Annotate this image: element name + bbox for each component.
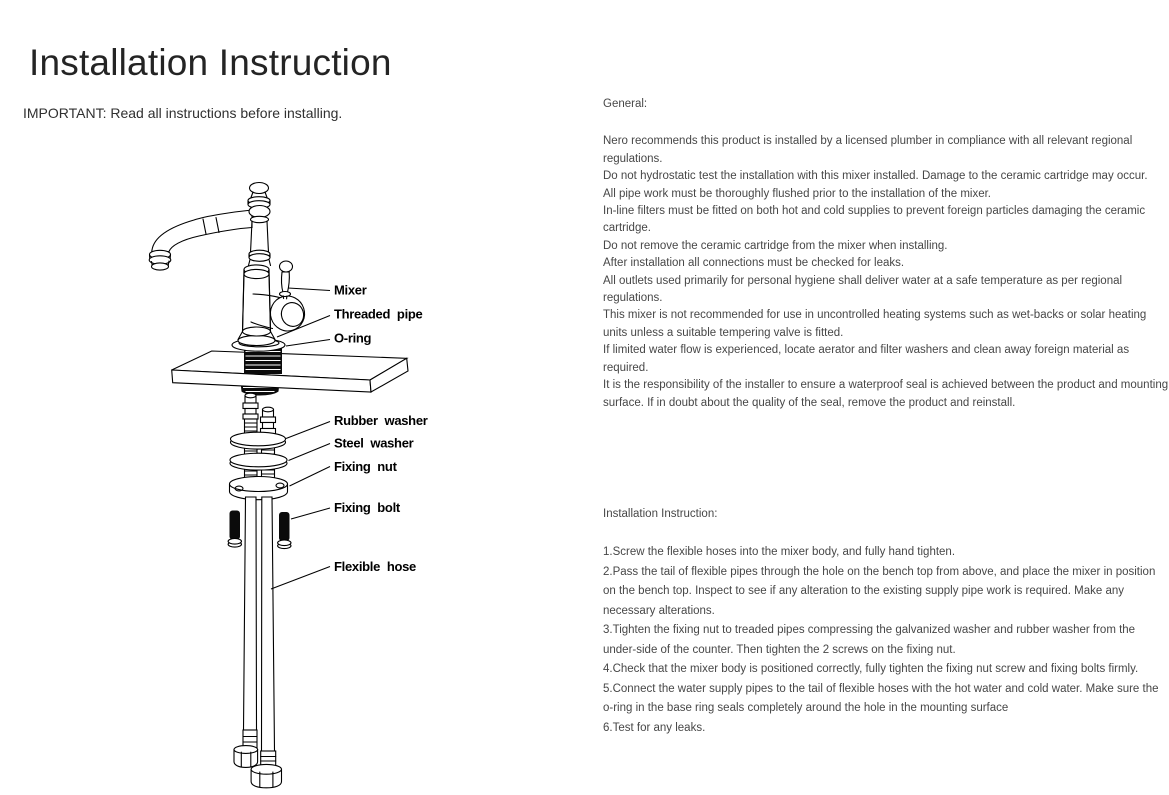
mixer-body <box>243 265 271 332</box>
general-paragraph: If limited water flow is experienced, locate aerator and filter washers and clean away foreign material as required. <box>603 344 1130 374</box>
fixing-nut-shape <box>230 477 288 500</box>
leader-fixing-bolt <box>291 508 330 519</box>
general-paragraph: Nero recommends this product is installed by a licensed plumber in compliance with all relevant regional regulations. <box>603 135 1133 165</box>
leader-rubber-washer <box>286 422 330 439</box>
general-paragraph: All outlets used primarily for personal hygiene shall deliver water at a safe temperature as per regional regulations. <box>603 274 1123 305</box>
general-paragraph: After installation all connections must be checked for leaks. <box>603 257 905 270</box>
label-rubber-washer: Rubber washer <box>334 413 428 428</box>
instruction-step: 2.Pass the tail of flexible pipes through the hole on the bench top from above, and place the mixer in position on the bench top. Inspect to see if any alteration to the existing supply pipe work is required. Make any necessary alterations. <box>603 565 1156 617</box>
bench-top <box>172 351 408 392</box>
label-flexible-hose: Flexible hose <box>334 559 416 574</box>
leader-o-ring <box>286 340 330 347</box>
instruction-step: 5.Connect the water supply pipes to the tail of flexible hoses with the hot water and cold water. Make sure the o-ring in the base ring seals completely around the hole in the mounting surface <box>603 682 1159 715</box>
label-steel-washer: Steel washer <box>334 435 414 451</box>
label-fixing-bolt: Fixing bolt <box>334 500 400 515</box>
general-heading: General: <box>603 98 648 110</box>
faucet-spout <box>149 210 252 270</box>
general-paragraph: In-line filters must be fitted on both hot and cold supplies to prevent foreign particles damaging the ceramic cartridge. <box>603 205 1146 235</box>
general-paragraph: Do not remove the ceramic cartridge from the mixer when installing. <box>603 239 948 252</box>
instruction-step: 4.Check that the mixer body is positioned correctly, fully tighten the fixing nut screw and fixing bolts firmly. <box>603 663 1139 676</box>
general-paragraph: This mixer is not recommended for use in uncontrolled heating systems such as wet-backs or solar heating units unless a suitable tempering valve is fitted. <box>603 309 1147 339</box>
instructions-column <box>603 96 1169 738</box>
handle-lever <box>280 261 293 299</box>
installation-heading: Installation Instruction: <box>603 507 718 520</box>
leader-fixing-nut <box>290 467 331 487</box>
diagram-labels <box>334 283 428 575</box>
general-paragraph: All pipe work must be thoroughly flushed prior to the installation of the mixer. <box>603 187 992 200</box>
leader-flexible-hose <box>271 567 330 590</box>
instruction-step: 6.Test for any leaks. <box>603 721 706 734</box>
instruction-step: 3.Tighten the fixing nut to treaded pipes compressing the galvanized washer and rubber washer from the under-side of the counter. Then tighten the 2 screws on the fixing nut. <box>603 624 1136 656</box>
faucet-top-knob <box>248 183 270 218</box>
fixing-bolt-left <box>228 511 241 548</box>
label-fixing-nut: Fixing nut <box>334 459 397 474</box>
rubber-washer-shape <box>231 432 286 449</box>
faucet-diagram <box>0 0 470 795</box>
general-paragraph: Do not hydrostatic test the installation with this mixer installed. Damage to the ceramic cartridge may occur. <box>603 170 1148 183</box>
important-note: IMPORTANT: Read all instructions before installing. <box>23 105 343 121</box>
leader-steel-washer <box>289 444 331 461</box>
leader-mixer <box>288 288 330 291</box>
page-title: Installation Instruction <box>29 41 392 83</box>
fixing-bolts <box>228 511 291 549</box>
fixing-bolt-right <box>278 512 291 549</box>
faucet-neck <box>249 216 271 265</box>
general-paragraph: It is the responsibility of the installer to ensure a waterproof seal is achieved between the product and mounting surface. If in doubt about the quality of the seal, remove the product and reinstall. <box>603 379 1169 409</box>
label-threaded-pipe: Threaded pipe <box>334 306 423 322</box>
base-flange <box>238 327 275 346</box>
instruction-step: 1.Screw the flexible hoses into the mixer body, and fully hand tighten. <box>603 546 956 559</box>
label-o-ring: O-ring <box>334 330 372 346</box>
label-mixer: Mixer <box>334 282 367 298</box>
steel-washer-shape <box>230 453 287 470</box>
